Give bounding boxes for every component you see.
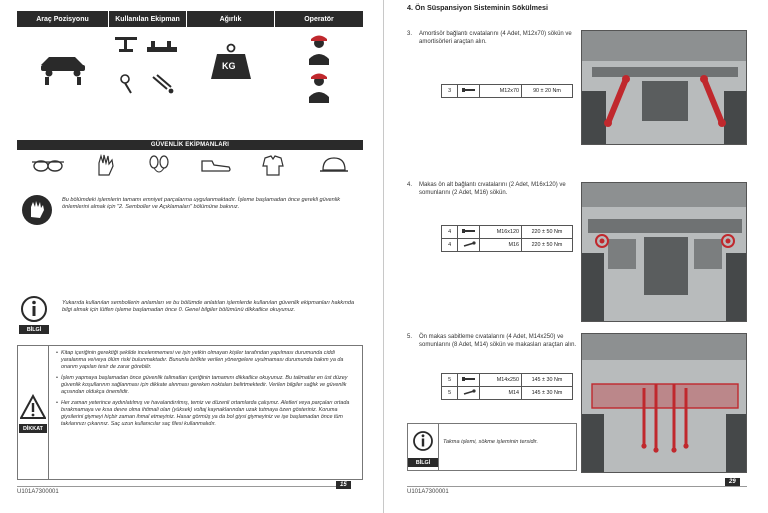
header-operator: Operatör: [275, 11, 363, 27]
vehicle-on-lift-icon: [17, 27, 109, 105]
torque-cell: 145 ± 30 Nm: [521, 387, 572, 400]
step-5-spec-table: [441, 373, 573, 400]
step-5-photo: [581, 333, 747, 473]
caution-item: • Her zaman yeterince aydınlatılmış ve havalandırılmış, temiz ve düzenli ortamlarda çalışınız. Aletleri veya parçaları ortada bırakmamaya ve kısa devre olma ihtimali olan (yüksek) voltaj kaynaklarından uzak tutmaya özen gösteriniz. Koruma giysilerini giymeyi hiçbir zaman ihmal etmeyiniz. Hasar görmüş ya da bol giysi giymeyiniz ve işe başlamadan önce tüm takılarınızı çıkarınız. Saç uzun kullanıcılar saç filesi kullanmalıdır.: [56, 400, 358, 428]
leaf-spring-bolts-photo: [582, 334, 747, 473]
size-cell: M16: [480, 239, 522, 252]
shock-absorber-photo: [582, 31, 747, 145]
step-text: Ön makas sabitleme cıvatalarını (4 Adet, M14x250) ve somunlarını (8 Adet, M14) sökün ve makasları araçtan alın.: [419, 334, 577, 349]
safety-glasses-icon: [31, 156, 65, 174]
stop-hand-icon: [20, 193, 54, 227]
safety-warning-text: Bu bölümdeki işlemlerin tamamı emniyet parçalarına uygulanmaktadır. İşleme başlamadan önce gerekli güvenlik önlemlerini almak için "2. Semboller ve Açıklamaları" bölümüne bakınız.: [62, 197, 341, 211]
step-5: [407, 333, 587, 350]
step-text: Amortisör bağlantı cıvatalarını (4 Adet, M12x70) sökün ve amortisörleri araçtan alın.: [419, 31, 572, 46]
step-number: 5.: [407, 334, 413, 340]
left-page-number: 15: [336, 481, 351, 489]
left-footer-code: U101A7300001: [17, 489, 59, 495]
wrench-icon: [462, 241, 476, 248]
step-3-photo: [581, 30, 747, 145]
size-cell: M16x120: [480, 226, 522, 239]
bolt-icon: [462, 376, 476, 382]
gloves-icon: [93, 153, 119, 177]
torque-cell: 90 ± 20 Nm: [521, 85, 572, 98]
qty-cell: 5: [442, 387, 458, 400]
tip-box: [407, 423, 577, 471]
requirements-table-header: [17, 11, 363, 27]
caution-item: • İşlem yapmaya başlamadan önce güvenlik talimatları içeriğinin tamamını dikkatlice okuyunuz. Bu talimatlar en üst düzey güvenlik koşullarının sağlanması için dikkate alınması gereken noktaları belirtmektedir. Verilen bilgiler sağlık ve güvenlik açısından oldukça önemlidir.: [56, 375, 358, 396]
step-text: Makas ön alt bağlantı cıvatalarını (2 Adet, M16x120) ve somunlarını (2 Adet, M16) sökün.: [419, 182, 566, 197]
info-text: Yukarıda kullanılan sembollerin anlamları ve bu bölümde anlatılan işlemlerde kullanılan güvenlik ekipmanları hakkında bilgi almak için lütfen işleme başlamadan önce 0. Genel bilgiler bölümünü dikkatlice okuyunuz.: [62, 300, 355, 314]
right-page-number: 29: [725, 478, 740, 486]
step-3-spec-table: [441, 84, 573, 98]
safety-equipment-title: GÜVENLİK EKİPMANLARI: [17, 140, 363, 150]
header-weight: Ağırlık: [187, 11, 275, 27]
qty-cell: 4: [442, 226, 458, 239]
table-row: [442, 374, 573, 387]
step-4: [407, 181, 587, 198]
info-icon: [412, 430, 434, 452]
work-clothes-icon: [261, 154, 291, 176]
info-icon: [20, 295, 48, 323]
wrench-icon: [462, 389, 476, 396]
section-title: 4. Ön Süspansiyon Sisteminin Sökülmesi: [407, 3, 548, 12]
operator-icon: [275, 27, 363, 105]
qty-cell: 4: [442, 239, 458, 252]
step-4-spec-table: [441, 225, 573, 252]
info-badge: BİLGİ: [19, 325, 49, 334]
header-equipment: Kullanılan Ekipman: [109, 11, 187, 27]
step-number: 3.: [407, 31, 413, 37]
size-cell: M14: [480, 387, 522, 400]
tip-text: Takma işlemi, sökme işleminin tersidir.: [443, 439, 539, 445]
bolt-icon: [462, 87, 476, 93]
leaf-spring-front-photo: [582, 183, 747, 322]
torque-cell: 220 ± 50 Nm: [521, 239, 572, 252]
bolt-icon: [462, 228, 476, 234]
tip-badge: BİLGİ: [408, 458, 438, 467]
weight-icon-label: KG: [222, 61, 236, 71]
step-4-photo: [581, 182, 747, 322]
caution-item: • Kitap içeriğinin gerektiği şekilde incelenmemesi ve işin yetkin olmayan kişiler tarafından yapılması durumunda ciddi yaralanma ve/veya ölüm riski bulunmaktadır. Bununla birlikte verilen yönergelere uyulmaması durumunda bakım ya da onarım yapılan tesir de zarar görebilir.: [56, 350, 358, 371]
table-row: [442, 85, 573, 98]
qty-cell: 5: [442, 374, 458, 387]
header-vehicle-position: Araç Pozisyonu: [17, 11, 109, 27]
table-row: [442, 387, 573, 400]
right-page: [385, 0, 768, 513]
step-3: [407, 30, 587, 47]
requirements-table-body: [17, 27, 363, 105]
safety-equipment-icons: [17, 152, 363, 178]
right-footer-code: U101A7300001: [407, 489, 449, 495]
caution-list: [56, 350, 358, 432]
torque-cell: 145 ± 30 Nm: [521, 374, 572, 387]
info-row: [17, 295, 363, 337]
earplugs-icon: [147, 154, 171, 176]
torque-cell: 220 ± 50 Nm: [521, 226, 572, 239]
size-cell: M14x250: [480, 374, 522, 387]
table-row: [442, 239, 573, 252]
hard-hat-icon: [319, 154, 349, 176]
table-row: [442, 226, 573, 239]
warning-triangle-icon: [20, 394, 46, 420]
caution-box: [17, 345, 363, 480]
hand-tools-icon: [109, 71, 187, 101]
size-cell: M12x70: [480, 85, 522, 98]
safety-shoes-icon: [199, 156, 233, 174]
qty-cell: 3: [442, 85, 458, 98]
step-number: 4.: [407, 182, 413, 188]
caution-badge: DİKKAT: [19, 424, 47, 433]
safety-warning-row: [17, 193, 363, 229]
